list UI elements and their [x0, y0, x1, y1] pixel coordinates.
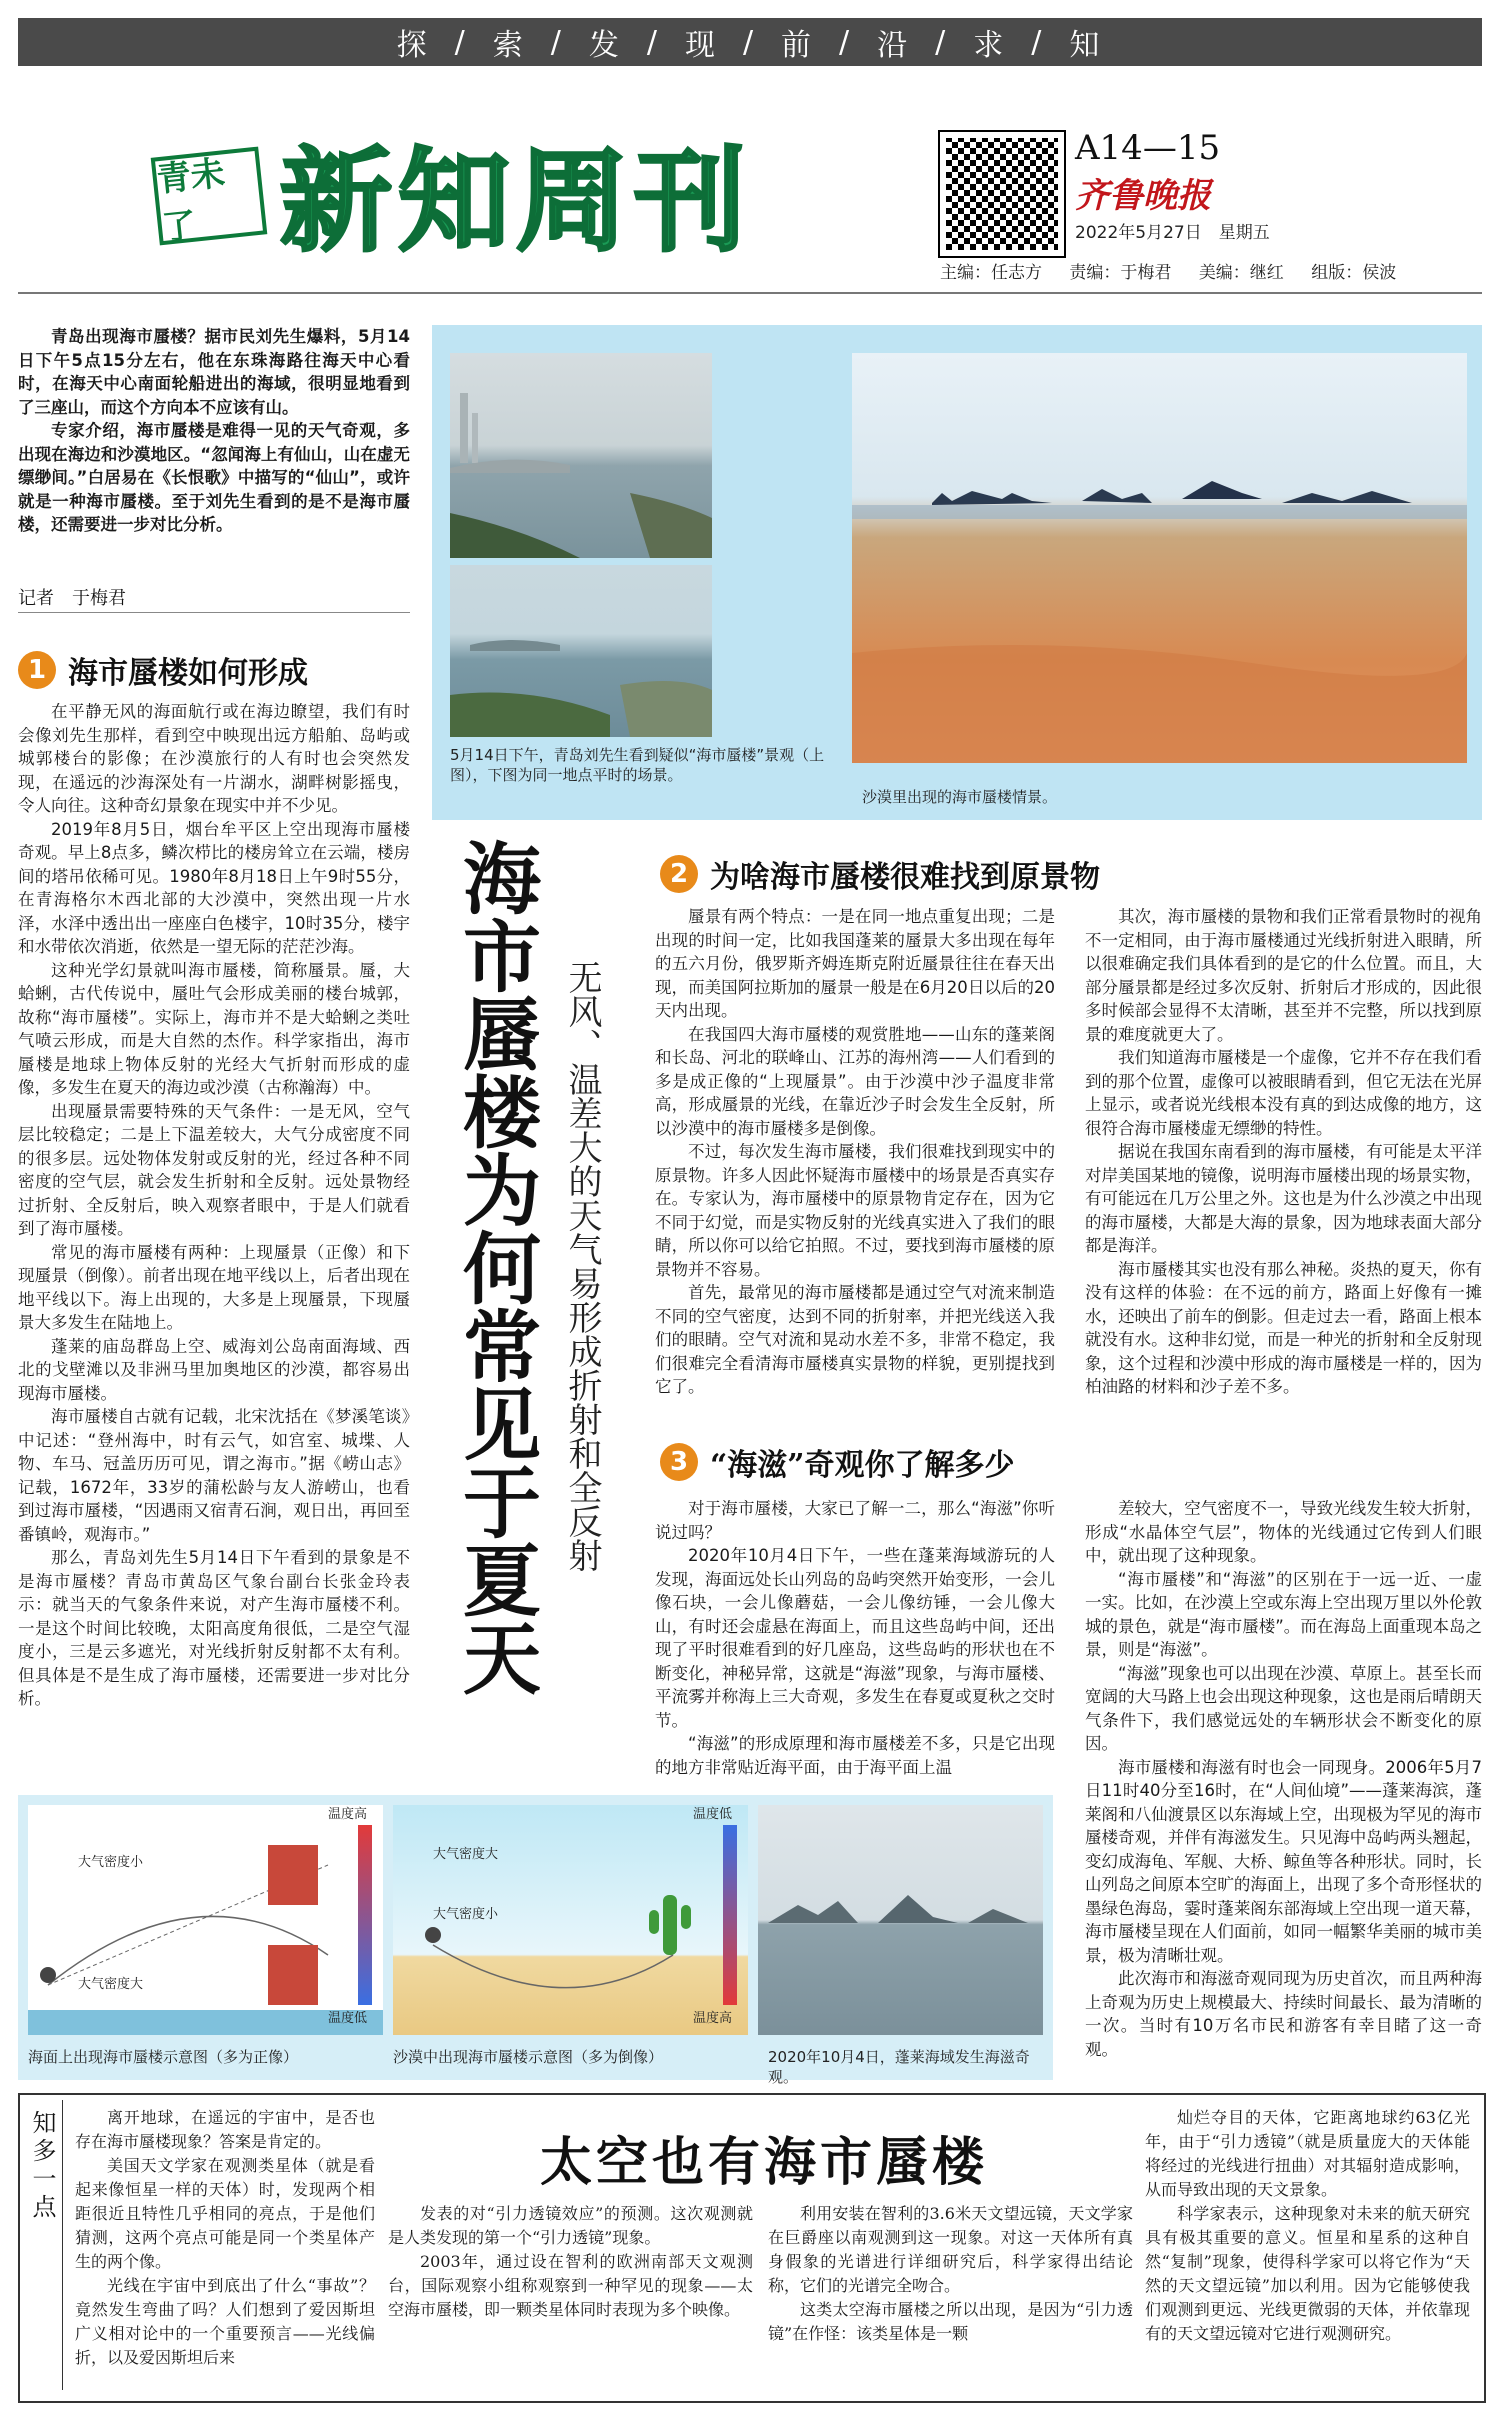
para: 2003年，通过设在智利的欧洲南部天文观测台，国际观察小组称观察到一种罕见的现象——太空海市蜃楼，即一颗类星体同时表现为多个映像。 — [388, 2252, 753, 2319]
para: 那么，青岛刘先生5月14日下午看到的景象是不是海市蜃楼？青岛市黄岛区气象台副台长张金玲表示：就当天的气象条件来说，对产生海市蜃楼不利。一是这个时间比较晚，太阳高度角很低，二是空气湿度小，三是云多遮光，对光线折射反射都不太有利。但具体是不是生成了海市蜃楼，还需要进一步对比分析。 — [18, 1548, 410, 1708]
slogan-char: 索 — [492, 28, 527, 63]
para: 出现蜃景需要特殊的天气条件：一是无风，空气层比较稳定；二是上下温差较大，大气分成密度不同的很多层。远处物体发射或反射的光，经过各种不同密度的空气层，就会发生折射和全反射。远处景物经过折射、全反射后，映入观察者眼中，于是人们就看到了海市蜃楼。 — [18, 1101, 410, 1238]
section2-col1 — [655, 905, 1055, 1399]
section-title: 为啥海市蜃楼很难找到原景物 — [710, 860, 1100, 895]
para: 海市蜃楼其实也没有那么神秘。炎热的夏天，你有没有这样的体验：在不远的前方，路面上好像有一摊水，还映出了前车的倒影。但走过去一看，路面上根本就没有水。这种非幻觉，而是一种光的折射和全反射现象，这个过程和沙漠中形成的海市蜃楼是一样的，因为柏油路的材料和沙子差不多。 — [1085, 1259, 1482, 1396]
slogan-char: 现 — [684, 28, 719, 63]
diagram-label: 温度高 — [328, 1807, 368, 1822]
para: 对于海市蜃楼，大家已了解一二，那么“海滋”你听说过吗？ — [655, 1499, 1055, 1542]
diagram-label: 温度低 — [328, 2011, 368, 2026]
para: 2019年8月5日，烟台牟平区上空出现海市蜃楼奇观。早上8点多，鳞次栉比的楼房耸立在云端，楼房间的塔吊依稀可见。1980年8月18日上午9时55分，在青海格尔木西北部的大沙漠中，突然出现一片水泽，水泽中透出出一座座白色楼宇，10时35分，楼宇和水带依次消逝，依然是一望无际的茫茫沙海。 — [18, 819, 410, 956]
issue-date: 2022年5月27日 星期五 — [1075, 223, 1270, 243]
intro-text — [18, 325, 410, 537]
photo-mirage-qingdao — [450, 353, 712, 558]
para: “海市蜃楼”和“海滋”的区别在于一远一近、一虚一实。比如，在沙漠上空或东海上空出现万里以外伦敦城的景色，就是“海市蜃楼”。而在海岛上面重现本岛之景，则是“海滋”。 — [1085, 1569, 1482, 1659]
qr-code-icon[interactable] — [940, 132, 1064, 256]
photo-caption-right: 沙漠里出现的海市蜃楼情景。 — [862, 788, 1058, 806]
header-rule — [18, 292, 1482, 294]
para: 我们知道海市蜃楼是一个虚像，它并不存在我们看到的那个位置，虚像可以被眼睛看到，但它无法在光屏上显示，或者说光线根本没有真的到达成像的地方，这很符合海市蜃楼虚无缥缈的特性。 — [1085, 1048, 1482, 1138]
para: 美国天文学家在观测类星体（就是看起来像恒星一样的天体）时，发现两个相距很近且特性几乎相同的亮点，于是他们猜测，这两个亮点可能是同一个类星体产生的两个像。 — [75, 2156, 375, 2271]
divider — [62, 2100, 63, 2390]
slogan-separator: / — [1031, 24, 1046, 60]
diagram-sea-mirage — [28, 1805, 383, 2035]
photo-desert-mirage — [852, 353, 1467, 763]
bottom-col2 — [388, 2202, 753, 2322]
para: 发表的对“引力透镜效应”的预测。这次观测就是人类发现的第一个“引力透镜”现象。 — [388, 2204, 753, 2247]
slogan-separator: / — [935, 24, 950, 60]
diagram-caption: 2020年10月4日，蓬莱海域发生海滋奇观。 — [768, 2048, 1030, 2086]
divider — [18, 612, 410, 613]
diagram-desert-mirage — [393, 1805, 748, 2035]
para: 光线在宇宙中到底出了什么“事故”？竟然发生弯曲了吗？人们想到了爱因斯坦广义相对论中的一个重要预言——光线偏折，以及爱因斯坦后来 — [75, 2276, 375, 2367]
section-number: 2 — [660, 855, 698, 893]
para: 蜃景有两个特点：一是在同一地点重复出现；二是出现的时间一定，比如我国蓬莱的蜃景大多出现在每年的五六月份，俄罗斯齐姆连斯克附近蜃景往往在春天出现，而美国阿拉斯加的蜃景一般是在6月20日以后的20天内出现。 — [655, 907, 1055, 1020]
slogan-char: 知 — [1069, 28, 1104, 63]
para: 离开地球，在遥远的宇宙中，是否也存在海市蜃楼现象？答案是肯定的。 — [75, 2108, 375, 2151]
section-number: 3 — [660, 1443, 698, 1481]
photo-caption-left: 5月14日下午，青岛刘先生看到疑似“海市蜃楼”景观（上图），下图为同一地点平时的场景。 — [450, 746, 825, 784]
section-title: “海滋”奇观你了解多少 — [710, 1448, 1015, 1483]
diagram-caption: 沙漠中出现海市蜃楼示意图（多为倒像） — [393, 2048, 664, 2066]
intro-para: 青岛出现海市蜃楼？据市民刘先生爆料，5月14日下午5点15分左右，他在东珠海路往海天中心看时，在海天中心南面轮船进出的海域，很明显地看到了三座山，而这个方向本不应该有山。 — [18, 327, 410, 417]
masthead-title: 新知周刊 — [280, 136, 752, 267]
slogan-separator: / — [454, 24, 469, 60]
credit-chief-editor: 主编：任志方 — [940, 263, 1042, 283]
diagram-label: 温度高 — [693, 2011, 733, 2026]
para: 灿烂夺目的天体，它距离地球约63亿光年，由于“引力透镜”（就是质量庞大的天体能将经过的光线进行扭曲）对其辐射造成影响，从而导致出现的天文景象。 — [1145, 2108, 1470, 2199]
byline: 记者 于梅君 — [18, 588, 126, 609]
logo: 青未了 — [151, 147, 268, 246]
para: 2020年10月4日下午，一些在蓬莱海域游玩的人发现，海面远处长山列岛的岛屿突然开始变形，一会儿像石块，一会儿像蘑菇，一会儿像纺锤，一会儿像大山，有时还会虚悬在海面上，而且这些岛屿中间，还出现了平时很难看到的好几座岛，这些岛屿的形状也在不断变化，神秘异常，这就是“海滋”现象，与海市蜃楼、平流雾并称海上三大奇观，多发生在春夏或夏秋之交时节。 — [655, 1546, 1055, 1730]
para: 海市蜃楼和海滋有时也会一同现身。2006年5月7日11时40分至16时，在“人间仙境”——蓬莱海滨，蓬莱阁和八仙渡景区以东海域上空，出现极为罕见的海市蜃楼奇观，并伴有海滋发生。只见海中岛屿两头翘起，变幻成海龟、军舰、大桥、鲸鱼等各种形状。同时，长山列岛之间原本空旷的海面上，出现了多个奇形怪状的墨绿色海岛，霎时蓬莱阁东部海域上空出现一道天幕，海市蜃楼呈现在人们面前，如同一幅繁华美丽的城市美景，极为清晰壮观。 — [1085, 1757, 1482, 1965]
section1-heading — [18, 648, 308, 692]
slogan-separator: / — [550, 24, 565, 60]
bottom-col1 — [75, 2106, 375, 2370]
para: 在我国四大海市蜃楼的观赏胜地——山东的蓬莱阁和长岛、河北的联峰山、江苏的海州湾——人们看到的多是成正像的“上现蜃景”。由于沙漠中沙子温度非常高，形成蜃景的光线，在靠近沙子时会发生全反射，所以沙漠中的海市蜃楼多是倒像。 — [655, 1024, 1055, 1138]
section3-col2 — [1085, 1497, 1482, 2061]
para: “海滋”现象也可以出现在沙漠、草原上。甚至长而宽阔的大马路上也会出现这种现象，这也是雨后晴朗天气条件下，我们感觉远处的车辆形状会不断变化的原因。 — [1085, 1663, 1482, 1753]
para: 利用安装在智利的3.6米天文望远镜，天文学家在巨爵座以南观测到这一现象。对这一天体所有真身假象的光谱进行详细研究后，科学家得出结论称，它们的光谱完全吻合。 — [768, 2204, 1133, 2295]
slogan-separator: / — [839, 24, 854, 60]
photo-normal-qingdao — [450, 565, 712, 737]
para: 在平静无风的海面航行或在海边瞭望，我们有时会像刘先生那样，看到空中映现出远方船舶、岛屿或城郭楼台的影像；在沙漠旅行的人有时也会突然发现，在遥远的沙海深处有一片湖水，湖畔树影摇曳，令人向往。这种奇幻景象在现实中并不少见。 — [18, 702, 410, 815]
diagram-caption: 海面上出现海市蜃楼示意图（多为正像） — [28, 2048, 299, 2066]
sub-title: 无风、温差大的天气易形成折射和全反射 — [562, 960, 602, 1572]
para: 首先，最常见的海市蜃楼都是通过空气对流来制造不同的空气密度，达到不同的折射率，并把光线送入我们的眼睛。空气对流和晃动水差不多，非常不稳定，我们很难完全看清海市蜃楼真实景物的样貌，更别提找到它了。 — [655, 1283, 1055, 1396]
slogan-char: 求 — [973, 28, 1008, 63]
slogan-char: 探 — [396, 28, 431, 63]
para: 差较大，空气密度不一，导致光线发生较大折射，形成“水晶体空气层”，物体的光线通过它传到人们眼中，就出现了这种现象。 — [1085, 1499, 1482, 1565]
main-title: 海市蜃楼为何常见于夏天 — [450, 838, 541, 1696]
photo-panel — [432, 325, 1482, 820]
para: 科学家表示，这种现象对未来的航天研究具有极其重要的意义。恒星和星系的这种自然“复制”现象，使得科学家可以将它作为“天然的天文望远镜”加以利用。因为它能够使我们观测到更远、光线更微弱的天体，并依靠现有的天文望远镜对它进行观测研究。 — [1145, 2204, 1470, 2343]
credit-art: 美编：继红 — [1198, 263, 1284, 283]
intro-para: 专家介绍，海市蜃楼是难得一见的天气奇观，多出现在海边和沙漠地区。“忽闻海上有仙山，山在虚无缥缈间。”白居易在《长恨歌》中描写的“仙山”，或许就是一种海市蜃楼。至于刘先生看到的是不是海市蜃楼，还需要进一步对比分析。 — [18, 421, 410, 534]
section-title: 海市蜃楼如何形成 — [68, 656, 308, 691]
section1-body — [18, 700, 410, 1711]
para: 其次，海市蜃楼的景物和我们正常看景物时的视角不一定相同，由于海市蜃楼通过光线折射进入眼睛，所以很难确定我们具体看到的是它的什么位置。而且，大部分蜃景都是经过多次反射、折射后才形成的，因此很多时候部会显得不太清晰，甚至并不完整，所以找到原景的难度就更大了。 — [1085, 907, 1482, 1044]
para: 据说在我国东南看到的海市蜃楼，有可能是太平洋对岸美国某地的镜像，说明海市蜃楼出现的场景实物，有可能远在几万公里之外。这也是为什么沙漠之中出现的海市蜃楼，大都是大海的景象，因为地球表面大部分都是海洋。 — [1085, 1142, 1482, 1255]
paper-name: 齐鲁晚报 — [1075, 176, 1211, 216]
section2-heading — [660, 852, 1100, 896]
para: 常见的海市蜃楼有两种：上现蜃景（正像）和下现蜃景（倒像）。前者出现在地平线以上，后者出现在地平线以下。海上出现的，大多是上现蜃景，下现蜃景大多发生在陆地上。 — [18, 1242, 410, 1332]
slogan-separator: / — [742, 24, 758, 60]
section2-col2 — [1085, 905, 1482, 1399]
para: 这类太空海市蜃楼之所以出现，是因为“引力透镜”在作怪：该类星体是一颗 — [768, 2300, 1133, 2343]
slogan-char: 发 — [588, 28, 623, 63]
bottom-title: 太空也有海市蜃楼 — [540, 2132, 989, 2193]
para: 蓬莱的庙岛群岛上空、威海刘公岛南面海域、西北的戈壁滩以及非洲马里加奥地区的沙漠，都容易出现海市蜃楼。 — [18, 1336, 410, 1403]
section3-heading — [660, 1440, 1015, 1484]
slogan-char: 沿 — [877, 28, 912, 63]
diagram-panel — [18, 1795, 1053, 2086]
credit-editor: 责编：于梅君 — [1069, 263, 1172, 283]
para: 这种光学幻景就叫海市蜃楼，简称蜃景。蜃，大蛤蜊，古代传说中，蜃吐气会形成美丽的楼台城郭，故称“海市蜃楼”。实际上，海市并不是大蛤蜊之类吐气喷云形成，而是大自然的杰作。科学家指出，海市蜃楼是地球上物体反射的光经大气折射而形成的虚像，多发生在夏天的海边或沙漠（古称瀚海）中。 — [18, 960, 410, 1097]
diagram-label: 温度低 — [693, 1807, 733, 1822]
diagram-label: 大气密度大 — [78, 1977, 144, 1992]
slogan-separator: / — [646, 24, 661, 60]
bottom-col3 — [768, 2202, 1133, 2346]
photo-haizi — [758, 1805, 1043, 2035]
slogan-bar — [18, 18, 1482, 66]
page-number: A14—15 — [1075, 128, 1221, 168]
credits — [940, 258, 1414, 283]
credit-layout: 组版：侯波 — [1311, 263, 1397, 283]
diagram-label: 大气密度小 — [78, 1855, 144, 1870]
slogan-char: 前 — [781, 28, 816, 63]
side-tab: 知多一点 — [28, 2110, 56, 2222]
para: “海滋”的形成原理和海市蜃楼差不多，只是它出现的地方非常贴近海平面，由于海平面上温 — [655, 1734, 1055, 1777]
section-number: 1 — [18, 651, 56, 689]
section3-col1 — [655, 1497, 1055, 1779]
diagram-label: 大气密度小 — [433, 1907, 499, 1922]
para: 此次海市和海滋奇观同现为历史首次，而且两种海上奇观为历史上规模最大、持续时间最长、最为清晰的一次。当时有10万名市民和游客有幸目睹了这一奇观。 — [1085, 1969, 1482, 2059]
diagram-label: 大气密度大 — [433, 1847, 499, 1862]
bottom-col4 — [1145, 2106, 1470, 2346]
para: 海市蜃楼自古就有记载，北宋沈括在《梦溪笔谈》中记述：“登州海中，时有云气，如宫室、城堞、人物、车马、冠盖历历可见，谓之海市。”据《崂山志》记载，1672年，33岁的蒲松龄与友人游崂山，也看到过海市蜃楼，“因遇雨又宿青石涧，观日出，再回至番镇岭，观海市。” — [18, 1407, 410, 1544]
para: 不过，每次发生海市蜃楼，我们很难找到现实中的原景物。许多人因此怀疑海市蜃楼中的场景是否真实存在。专家认为，海市蜃楼中的原景物肯定存在，因为它不同于幻觉，而是实物反射的光线真实进入了我们的眼睛，所以你可以给它拍照。不过，要找到海市蜃楼的原景物并不容易。 — [655, 1142, 1055, 1279]
